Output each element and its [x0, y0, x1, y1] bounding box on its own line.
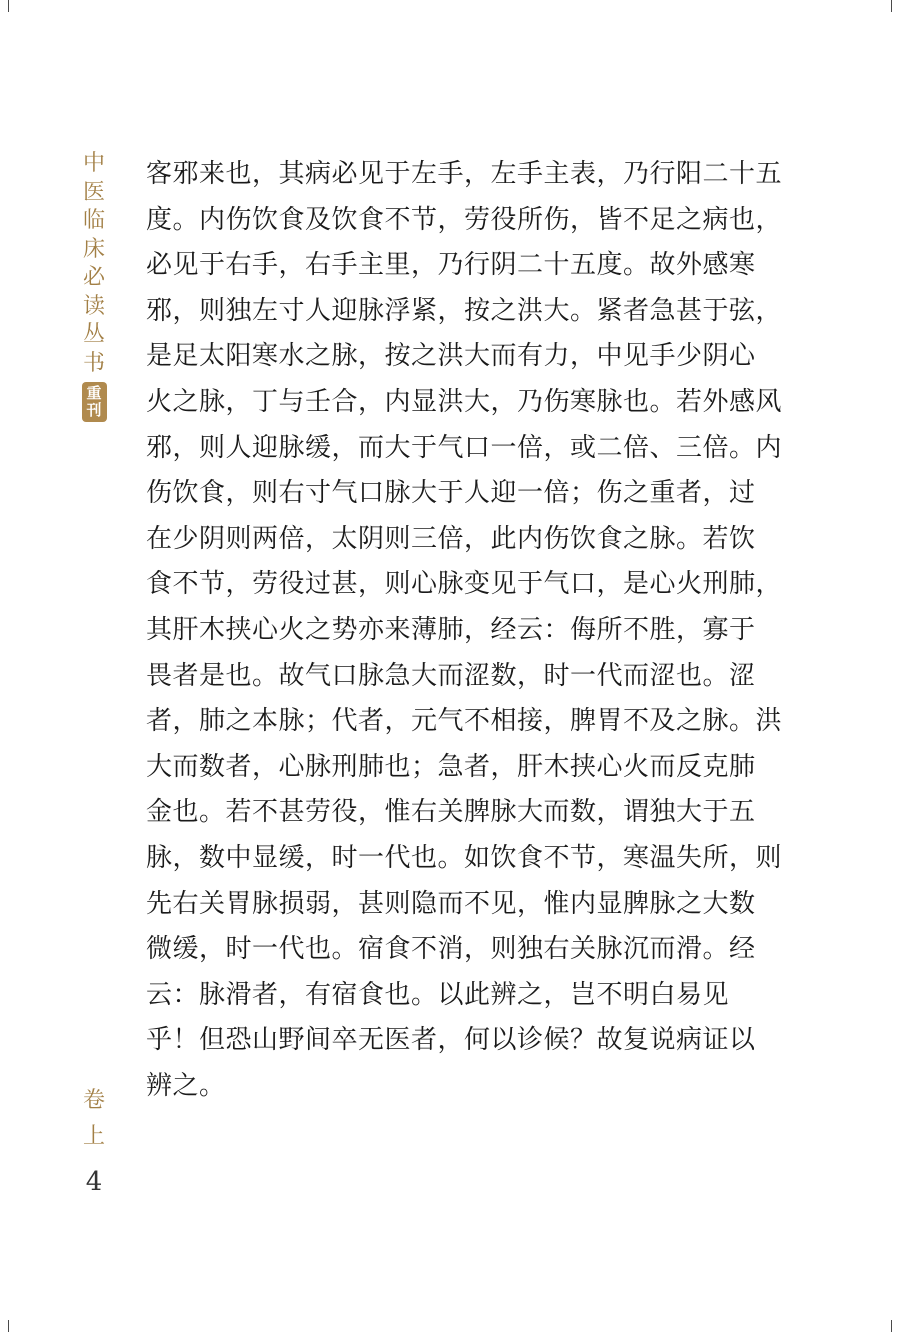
text-line: 是足太阳寒水之脉，按之洪大而有力，中见手少阴心: [146, 341, 756, 372]
series-title-char: 必: [82, 265, 105, 290]
text-line: 其肝木挟心火之势亦来薄肺，经云：侮所不胜，寡于: [146, 614, 756, 645]
page-number: 4: [85, 1167, 103, 1197]
reprint-seal: [82, 382, 107, 422]
text-line: 度。内伤饮食及饮食不节，劳役所伤，皆不足之病也，: [146, 204, 783, 235]
volume-label-char: 卷: [82, 1088, 105, 1113]
text-line: 伤饮食，则右寸气口脉大于人迎一倍；伤之重者，过: [146, 478, 756, 509]
text-line: 畏者是也。故气口脉急大而涩数，时一代而涩也。涩: [146, 660, 756, 691]
text-line: 辨之。: [146, 1070, 226, 1101]
volume-label-char: 上: [82, 1124, 105, 1149]
text-line: 客邪来也，其病必见于左手，左手主表，乃行阳二十五: [146, 159, 783, 189]
crop-mark-top-left: [8, 0, 9, 12]
text-line: 微缓，时一代也。宿食不消，则独右关脉沉而滑。经: [146, 934, 756, 965]
series-title-char: 书: [82, 350, 105, 376]
series-title-char: 床: [82, 236, 105, 262]
text-line: 邪，则独左寸人迎脉浮紧，按之洪大。紧者急甚于弦，: [146, 295, 783, 326]
volume-label-vertical: [80, 1083, 108, 1155]
text-line: 必见于右手，右手主里，乃行阴二十五度。故外感寒: [146, 250, 756, 281]
text-line: 在少阴则两倍，太阴则三倍，此内伤饮食之脉。若饮: [146, 523, 756, 554]
seal-char: 刊: [86, 401, 102, 419]
text-line: 火之脉，丁与壬合，内显洪大，乃伤寒脉也。若外感风: [146, 386, 783, 417]
text-line: 脉，数中显缓，时一代也。如饮食不节，寒温失所，则: [146, 842, 783, 873]
series-title-char: 丛: [82, 322, 105, 347]
series-title-char: 医: [82, 179, 105, 205]
series-title-char: 临: [82, 208, 105, 233]
crop-mark-bottom-left: [8, 1320, 9, 1332]
series-title-vertical: [80, 150, 108, 422]
text-line: 乎！但恐山野间卒无医者，何以诊候？故复说病证以: [146, 1025, 756, 1056]
text-line: 大而数者，心脉刑肺也；急者，肝木挟心火而反克肺: [146, 751, 756, 782]
seal-char: 重: [86, 384, 102, 402]
body-text: [146, 152, 783, 1109]
text-line: 云：脉滑者，有宿食也。以此辨之，岂不明白易见: [146, 979, 730, 1010]
text-line: 金也。若不甚劳役，惟右关脾脉大而数，谓独大于五: [146, 797, 756, 828]
text-line: 者，肺之本脉；代者，元气不相接，脾胃不及之脉。洪: [146, 706, 783, 737]
series-title-char: 中: [82, 151, 105, 176]
text-line: 邪，则人迎脉缓，而大于气口一倍，或二倍、三倍。内: [146, 432, 783, 463]
series-title-char: 读: [82, 293, 105, 319]
text-line: 先右关胃脉损弱，甚则隐而不见，惟内显脾脉之大数: [146, 888, 756, 919]
crop-mark-top-right: [891, 0, 892, 12]
text-line: 食不节，劳役过甚，则心脉变见于气口，是心火刑肺，: [146, 569, 783, 600]
crop-mark-bottom-right: [891, 1320, 892, 1332]
